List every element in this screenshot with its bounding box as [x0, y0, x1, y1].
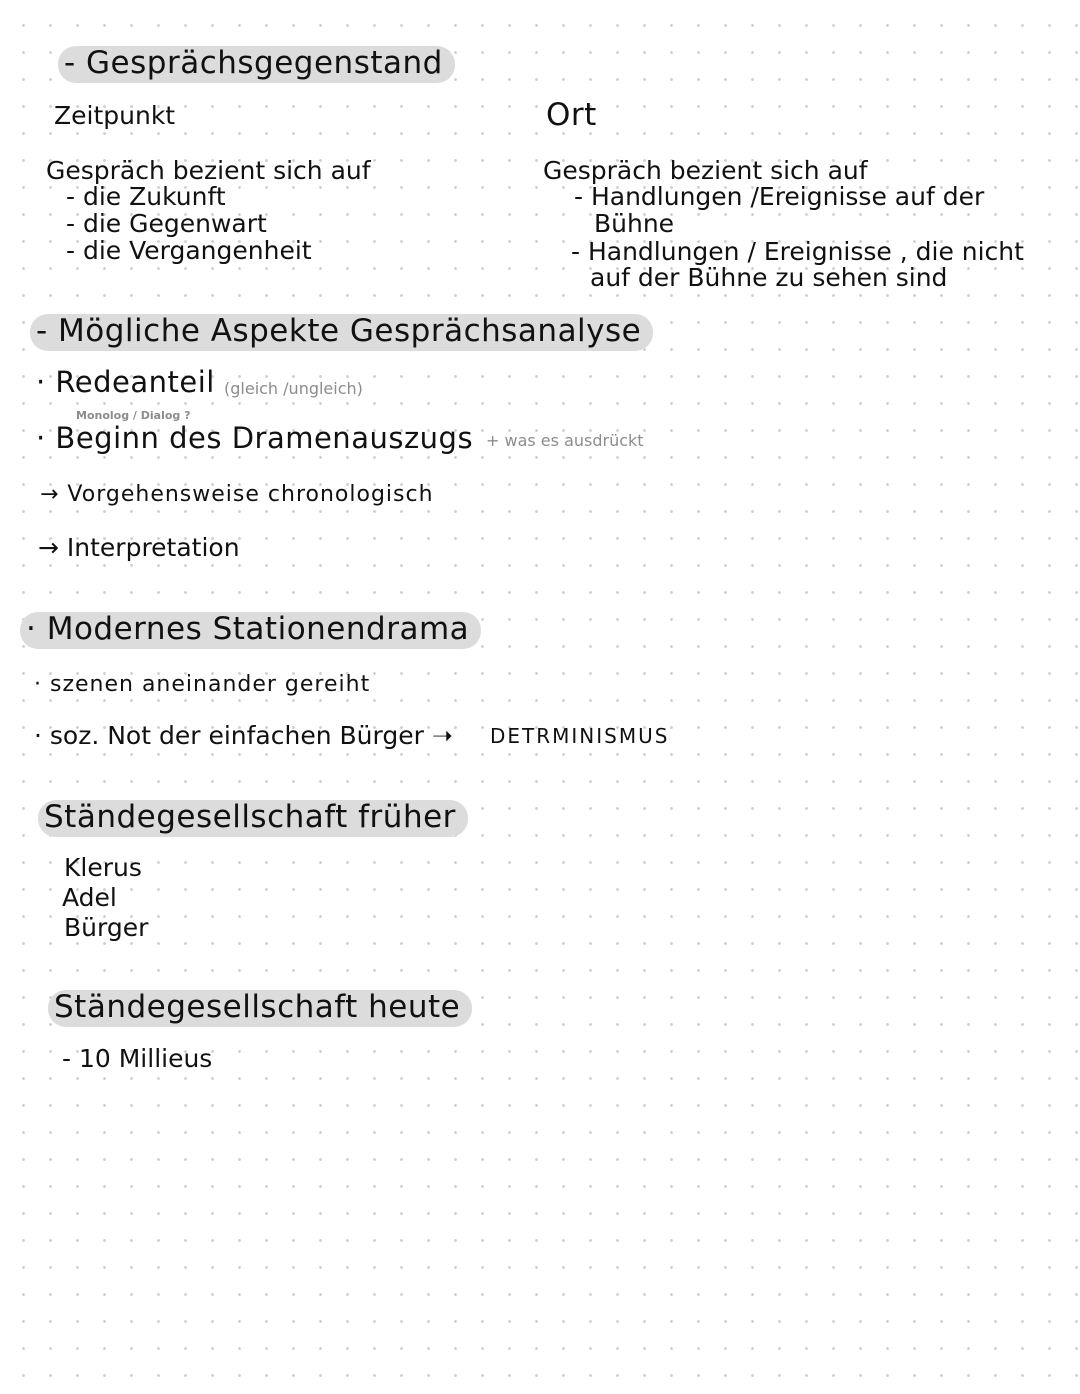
heading-gespraechsgegenstand: - Gesprächsgegenstand [58, 46, 455, 83]
heading-modernes-stationendrama: · Modernes Stationendrama [20, 612, 481, 649]
stand-item-adel: Adel [62, 883, 117, 912]
zeitpunkt-item-vergangenheit: - die Vergangenheit [66, 236, 312, 265]
ort-item-1-line-1: - Handlungen /Ereignisse auf der [574, 182, 985, 211]
zeitpunkt-item-gegenwart: - die Gegenwart [66, 209, 267, 238]
redeanteil-note: (gleich /ungleich) [224, 379, 363, 398]
stand-item-buerger: Bürger [64, 913, 149, 942]
stand-item-klerus: Klerus [64, 853, 142, 882]
beginn-note: + was es ausdrückt [486, 431, 644, 450]
column-title-ort: Ort [546, 97, 597, 133]
zeitpunkt-item-zukunft: - die Zukunft [66, 182, 226, 211]
ort-item-2-line-2: auf der Bühne zu sehen sind [590, 263, 948, 292]
heading-staendegesellschaft-frueher: Ständegesellschaft früher [38, 800, 468, 837]
ort-item-1-line-2: Bühne [594, 209, 675, 238]
aspect-redeanteil: · Redeanteil [36, 365, 215, 399]
column-title-zeitpunkt: Zeitpunkt [54, 101, 176, 130]
ort-item-2-line-1: - Handlungen / Ereignisse , die nicht [571, 237, 1024, 266]
stationendrama-item-szenen: · szenen aneinander gereiht [34, 672, 371, 697]
heading-moegliche-aspekte: - Mögliche Aspekte Gesprächsanalyse [30, 314, 653, 351]
ort-intro: Gespräch bezient sich auf [543, 156, 868, 185]
millieus-item: - 10 Millieus [62, 1044, 213, 1073]
heading-staendegesellschaft-heute: Ständegesellschaft heute [48, 990, 472, 1027]
arrow-item-interpretation: → Interpretation [38, 533, 240, 562]
stationendrama-item-soziale-not: · soz. Not der einfachen Bürger ➝ [34, 721, 453, 750]
monolog-dialog-note: Monolog / Dialog ? [76, 409, 191, 422]
determinismus-label: DETRMINISMUS [490, 724, 670, 748]
aspect-beginn-dramenauszug: · Beginn des Dramenauszugs [36, 421, 474, 455]
zeitpunkt-intro: Gespräch bezient sich auf [46, 156, 371, 185]
arrow-item-vorgehensweise: → Vorgehensweise chronologisch [40, 482, 434, 507]
